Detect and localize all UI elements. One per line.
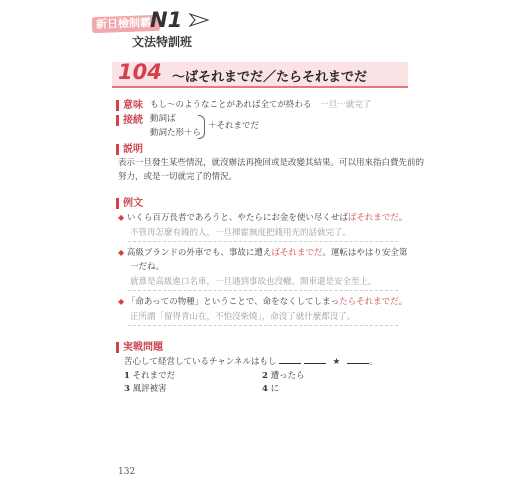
option-text: それまでだ <box>132 371 176 381</box>
example-2-text: 高級ブランドの外車でも、事故に遭え <box>126 248 272 258</box>
explanation-line2: 努力，或是一切就完了的情況。 <box>118 172 238 182</box>
connection-line2: 動詞た形＋ら <box>150 128 202 138</box>
option-text: に <box>270 384 280 394</box>
example-2-end: 。運転はやはり安全第 <box>322 248 408 258</box>
option-text: 風評被害 <box>132 384 167 394</box>
connection-line1: 動詞ば <box>150 114 176 124</box>
bullet-icon: ◆ <box>118 213 125 222</box>
divider <box>128 325 398 326</box>
sparkle-icon <box>186 12 210 28</box>
example-1-translation: 不管再怎麼有錢的人，一旦揮霍無度把錢用光的話就完了。 <box>130 228 352 238</box>
meaning-text <box>150 99 371 111</box>
examples-label: 例文 <box>116 198 143 209</box>
option-number: 1 <box>124 371 130 381</box>
series-tag: 新日檢制霸! <box>92 15 161 33</box>
option-text: 遭ったら <box>270 371 305 381</box>
option-1[interactable] <box>124 369 175 381</box>
example-3-end: 。 <box>398 297 408 307</box>
example-1-end: 。 <box>398 213 408 223</box>
option-2[interactable] <box>262 369 305 381</box>
meaning-jp: もし～のようなことがあれば全てが終わる <box>150 100 312 110</box>
practice-question <box>124 355 377 368</box>
example-1-text: いくら百万長者であろうと、やたらにお金を使い尽くせば <box>126 213 348 223</box>
option-number: 2 <box>262 371 268 381</box>
practice-label: 実戦問題 <box>116 342 163 353</box>
meaning-label: 意味 <box>116 100 143 111</box>
answer-blank[interactable] <box>304 355 326 364</box>
question-text: 苦心して経営しているチャンネルはもし <box>124 357 277 367</box>
connection-brace <box>198 115 205 139</box>
option-number: 3 <box>124 384 130 394</box>
star-icon: ★ <box>332 357 341 367</box>
example-3 <box>118 296 407 308</box>
explanation-label: 説明 <box>116 144 143 155</box>
book-subtitle: 文法特訓班 <box>132 35 193 49</box>
divider <box>128 290 398 291</box>
divider <box>128 241 398 242</box>
question-end: 。 <box>368 357 378 367</box>
grammar-number: 104 <box>118 60 162 84</box>
answer-blank[interactable] <box>347 355 369 364</box>
example-2-line2: 一だね。 <box>130 262 165 272</box>
connection-label: 接続 <box>116 115 143 126</box>
option-3[interactable] <box>124 382 167 394</box>
explanation-line1: 表示一旦發生某些情況，就沒辦法再挽回或是改變其結果。可以用來指白費先前的 <box>118 158 425 168</box>
option-4[interactable] <box>262 382 279 394</box>
bullet-icon: ◆ <box>118 248 125 257</box>
example-2-translation: 就算是高級進口名車，一旦遇到事故也沒轍。開車還是安全至上。 <box>130 277 377 287</box>
answer-blank[interactable] <box>279 355 301 364</box>
grammar-title: ～ばそれまでだ／たらそれまでだ <box>172 70 368 85</box>
connection-result: ＋それまでだ <box>208 121 260 131</box>
example-3-translation: 正所謂「留得青山在，不怕沒柴燒」，命沒了就什麼都沒了。 <box>130 312 356 322</box>
page-number: 132 <box>118 467 136 477</box>
option-number: 4 <box>262 384 268 394</box>
level-label: N1 <box>150 8 183 32</box>
example-2 <box>118 247 407 259</box>
example-3-text: 「命あっての物種」ということで、命をなくしてしまっ <box>126 297 340 307</box>
example-2-highlight: ばそれまでだ <box>271 248 323 258</box>
bullet-icon: ◆ <box>118 297 125 306</box>
example-1-highlight: ばそれまでだ <box>347 213 399 223</box>
example-3-highlight: たらそれまでだ <box>339 297 399 307</box>
meaning-zh: 一旦⋯就完了 <box>320 100 372 110</box>
example-1 <box>118 212 407 224</box>
